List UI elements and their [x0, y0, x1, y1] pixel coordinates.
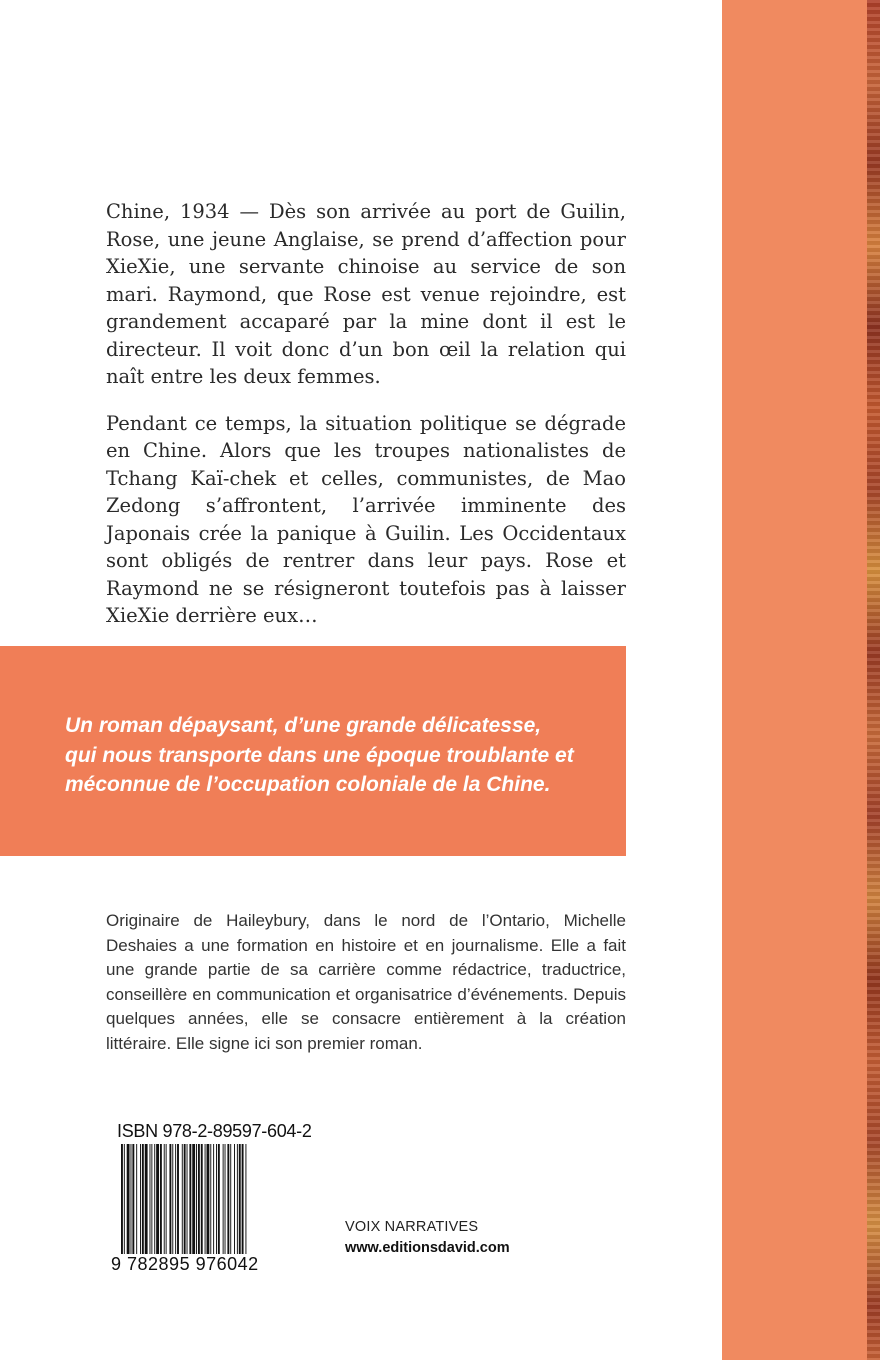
review-quote: Un roman dépaysant, d’une grande délicatesse, qui nous transporte dans une époque troublante et méconnue de l’occupation coloniale de la Chine.	[65, 714, 574, 796]
barcode-digits: 9 782895 976042	[111, 1254, 259, 1274]
synopsis-paragraph-1: Chine, 1934 — Dès son arrivée au port de Guilin, Rose, une jeune Anglaise, se prend d’affection pour XieXie, une servante chinoise au service de son mari. Raymond, que Rose est venue rejoindre, est grandement accaparé par la mine dont il est le directeur. Il voit donc d’un bon œil la relation qui naît entre les deux femmes.	[106, 200, 626, 388]
collection-name: VOIX NARRATIVES	[345, 1219, 479, 1235]
spine-color-band	[722, 0, 867, 1360]
synopsis-paragraph-2: Pendant ce temps, la situation politique se dégrade en Chine. Alors que les troupes nationalistes de Tchang Kaï-chek et celles, communistes, de Mao Zedong s’affrontent, l’arrivée imminente des Japonais crée la panique à Guilin. Les Occidentaux sont obligés de rentrer dans leur pays. Rose et Raymond ne se résigneront toutefois pas à laisser XieXie derrière eux…	[106, 411, 626, 627]
synopsis	[106, 198, 626, 649]
isbn-label: ISBN 978-2-89597-604-2	[117, 1121, 312, 1141]
author-bio: Originaire de Haileybury, dans le nord de l’Ontario, Michelle Deshaies a une formation en histoire et en journalisme. Elle a fait une grande partie de sa carrière comme rédactrice, traductrice, conseillère en communication et organisatrice d’événements. Depuis quelques années, elle se consacre entièrement à la création littéraire. Elle signe ici son premier roman.	[106, 911, 626, 1053]
cover-edge-pattern	[867, 0, 880, 1360]
publisher-website: www.editionsdavid.com	[345, 1240, 510, 1256]
